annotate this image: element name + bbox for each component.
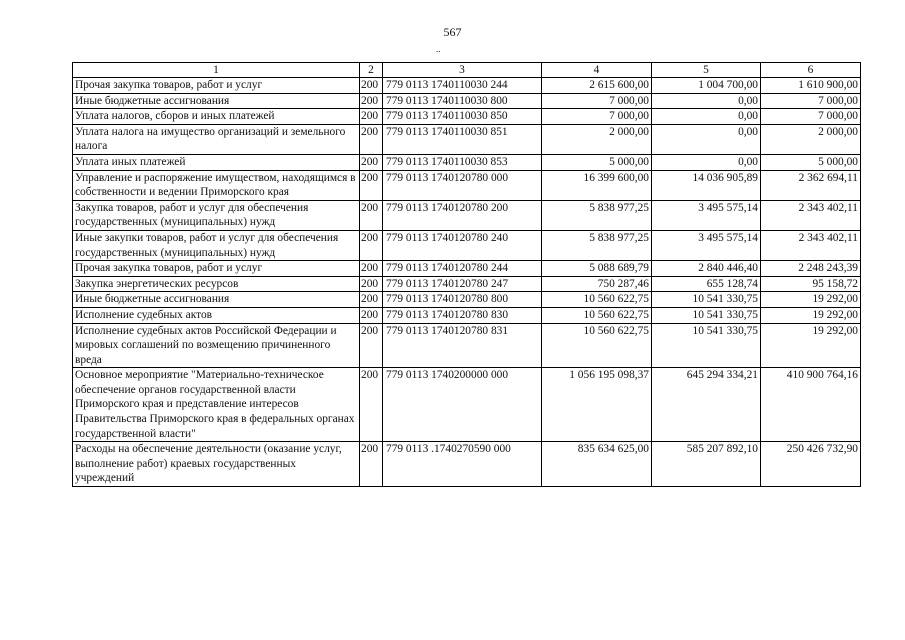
table-row [73,368,861,442]
row-code: 779 0113 1740110030 800 [383,93,542,109]
row-section: 200 [360,230,383,260]
row-section: 200 [360,200,383,230]
row-code: 779 0113 1740110030 851 [383,124,542,154]
row-section: 200 [360,261,383,277]
row-name: Исполнение судебных актов Российской Федерации и мировых соглашений по возмещению причиненного вреда [73,323,360,368]
row-value-remainder: 19 292,00 [761,323,861,368]
header-cell: 6 [761,63,861,78]
table-row [73,170,861,200]
table-row [73,124,861,154]
page-number: 567 [443,25,462,39]
row-value-executed: 585 207 892,10 [652,442,761,487]
row-value-planned: 10 560 622,75 [542,307,652,323]
row-value-executed: 10 541 330,75 [652,323,761,368]
row-section: 200 [360,93,383,109]
row-value-remainder: 250 426 732,90 [761,442,861,487]
row-section: 200 [360,276,383,292]
row-value-planned: 7 000,00 [542,93,652,109]
header-cell: 5 [652,63,761,78]
row-value-planned: 16 399 600,00 [542,170,652,200]
row-value-remainder: 2 362 694,11 [761,170,861,200]
row-value-remainder: 2 343 402,11 [761,230,861,260]
row-value-planned: 7 000,00 [542,109,652,125]
row-section: 200 [360,109,383,125]
row-name: Уплата налогов, сборов и иных платежей [73,109,360,125]
row-name: Расходы на обеспечение деятельности (оказание услуг, выполнение работ) краевых государственных учреждений [73,442,360,487]
row-section: 200 [360,78,383,94]
row-code: 779 0113 1740120780 240 [383,230,542,260]
row-value-remainder: 2 000,00 [761,124,861,154]
row-value-executed: 655 128,74 [652,276,761,292]
row-value-planned: 5 000,00 [542,154,652,170]
row-code: 779 0113 1740120780 244 [383,261,542,277]
table-row [73,323,861,368]
row-value-remainder: 5 000,00 [761,154,861,170]
row-value-executed: 645 294 334,21 [652,368,761,442]
row-code: 779 0113 1740120780 831 [383,323,542,368]
table-row [73,292,861,308]
row-value-planned: 1 056 195 098,37 [542,368,652,442]
row-value-remainder: 410 900 764,16 [761,368,861,442]
row-value-planned: 2 615 600,00 [542,78,652,94]
row-name: Закупка товаров, работ и услуг для обеспечения государственных (муниципальных) нужд [73,200,360,230]
row-section: 200 [360,124,383,154]
row-value-planned: 5 088 689,79 [542,261,652,277]
header-cell: 1 [73,63,360,78]
row-name: Основное мероприятие "Материально-техническое обеспечение органов государственной власти Приморского края и представление интересов Правительства Приморского края в федеральных органах государственной власти" [73,368,360,442]
row-section: 200 [360,307,383,323]
row-section: 200 [360,368,383,442]
row-code: 779 0113 1740120780 830 [383,307,542,323]
row-code: 779 0113 1740120780 000 [383,170,542,200]
row-code: 779 0113 1740200000 000 [383,368,542,442]
row-value-remainder: 19 292,00 [761,307,861,323]
header-cell: 4 [542,63,652,78]
table-row [73,307,861,323]
table-row [73,261,861,277]
row-value-executed: 1 004 700,00 [652,78,761,94]
row-value-planned: 2 000,00 [542,124,652,154]
row-value-remainder: 95 158,72 [761,276,861,292]
row-name: Уплата налога на имущество организаций и земельного налога [73,124,360,154]
row-value-executed: 14 036 905,89 [652,170,761,200]
table-row [73,230,861,260]
row-code: 779 0113 .1740270590 000 [383,442,542,487]
row-name: Управление и распоряжение имуществом, находящимся в собственности и ведении Приморского края [73,170,360,200]
row-code: 779 0113 1740110030 850 [383,109,542,125]
header-cell: 3 [383,63,542,78]
row-value-executed: 3 495 575,14 [652,230,761,260]
table-row [73,154,861,170]
row-value-executed: 0,00 [652,124,761,154]
row-value-planned: 10 560 622,75 [542,323,652,368]
table-row [73,78,861,94]
row-name: Исполнение судебных актов [73,307,360,323]
row-value-planned: 750 287,46 [542,276,652,292]
page-mark: .. [436,44,441,54]
row-name: Прочая закупка товаров, работ и услуг [73,261,360,277]
row-value-executed: 10 541 330,75 [652,292,761,308]
row-code: 779 0113 1740110030 853 [383,154,542,170]
row-value-remainder: 7 000,00 [761,93,861,109]
row-value-planned: 5 838 977,25 [542,200,652,230]
table-row [73,109,861,125]
row-value-planned: 5 838 977,25 [542,230,652,260]
table-row [73,442,861,487]
row-section: 200 [360,323,383,368]
row-value-remainder: 2 248 243,39 [761,261,861,277]
row-code: 779 0113 1740120780 200 [383,200,542,230]
row-value-executed: 0,00 [652,93,761,109]
row-value-remainder: 2 343 402,11 [761,200,861,230]
row-name: Иные бюджетные ассигнования [73,93,360,109]
row-code: 779 0113 1740110030 244 [383,78,542,94]
row-name: Прочая закупка товаров, работ и услуг [73,78,360,94]
row-name: Закупка энергетических ресурсов [73,276,360,292]
row-name: Иные закупки товаров, работ и услуг для обеспечения государственных (муниципальных) нужд [73,230,360,260]
row-name: Иные бюджетные ассигнования [73,292,360,308]
row-value-remainder: 19 292,00 [761,292,861,308]
header-row [73,63,861,78]
row-value-executed: 0,00 [652,154,761,170]
row-value-planned: 10 560 622,75 [542,292,652,308]
row-value-executed: 3 495 575,14 [652,200,761,230]
row-code: 779 0113 1740120780 800 [383,292,542,308]
row-code: 779 0113 1740120780 247 [383,276,542,292]
row-value-executed: 0,00 [652,109,761,125]
table-row [73,200,861,230]
budget-table [72,62,861,487]
row-section: 200 [360,170,383,200]
table-row [73,93,861,109]
row-value-remainder: 1 610 900,00 [761,78,861,94]
row-section: 200 [360,154,383,170]
table-body [73,78,861,487]
row-value-executed: 10 541 330,75 [652,307,761,323]
row-name: Уплата иных платежей [73,154,360,170]
row-value-remainder: 7 000,00 [761,109,861,125]
row-value-planned: 835 634 625,00 [542,442,652,487]
row-section: 200 [360,442,383,487]
header-cell: 2 [360,63,383,78]
row-value-executed: 2 840 446,40 [652,261,761,277]
table-row [73,276,861,292]
row-section: 200 [360,292,383,308]
